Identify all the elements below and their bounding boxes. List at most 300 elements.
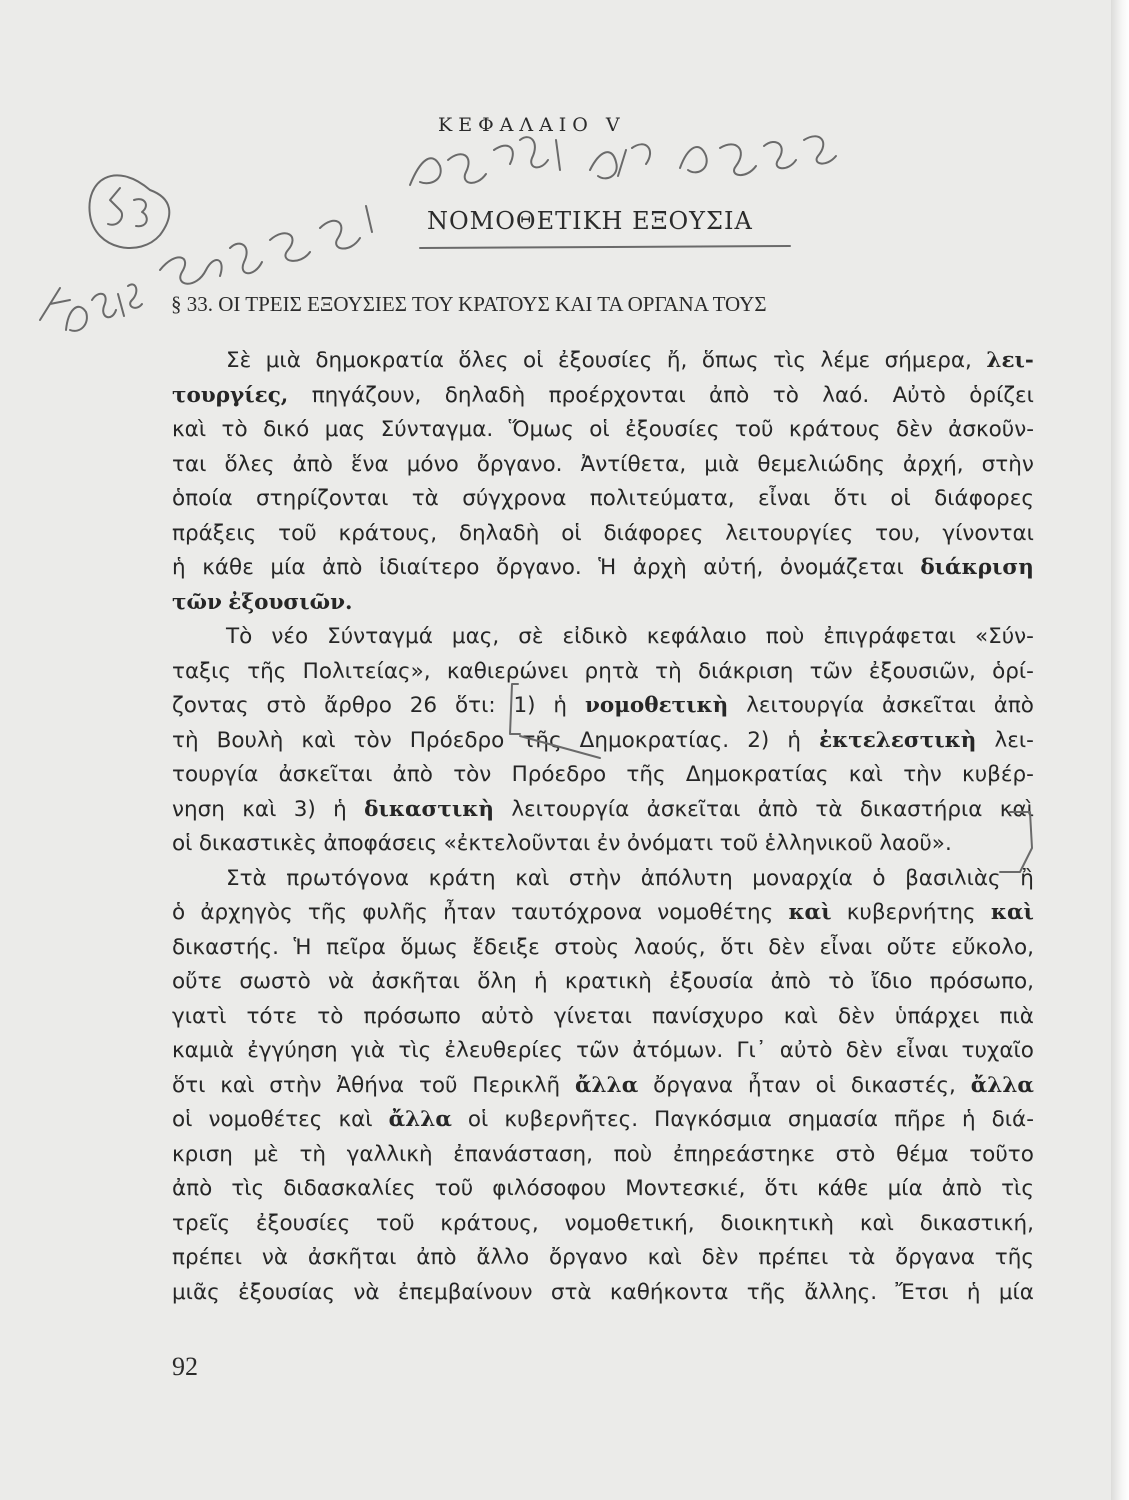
word: ἄλλα bbox=[575, 1072, 639, 1098]
word: λειτουργία bbox=[511, 796, 630, 822]
word: δικαστής. bbox=[172, 934, 279, 960]
word: πηγάζουν, bbox=[311, 382, 422, 408]
word: δὲν bbox=[768, 934, 806, 960]
word: Ἡ bbox=[598, 555, 617, 580]
word: ἄρθρο bbox=[324, 693, 392, 718]
text-line bbox=[172, 1276, 1034, 1311]
word: ἡ bbox=[533, 969, 548, 994]
word: μία bbox=[887, 1176, 923, 1201]
word: ἢ bbox=[1020, 865, 1034, 891]
word: δημοκρατία bbox=[315, 348, 444, 373]
word: κράτους bbox=[788, 417, 881, 442]
word: καθιερώνει bbox=[446, 658, 569, 684]
word: διά- bbox=[991, 1107, 1034, 1132]
word: θέμα bbox=[895, 1141, 949, 1167]
word: ἀσκοῦν- bbox=[948, 417, 1034, 442]
word: ἐπανάσταση, bbox=[453, 1141, 593, 1167]
word: ὅμως bbox=[400, 934, 458, 960]
word: ἀπὸ bbox=[757, 796, 799, 822]
word: ρητὰ bbox=[584, 658, 639, 684]
word: τὸ bbox=[221, 417, 248, 442]
word: Δημοκρατίας. bbox=[579, 727, 730, 753]
word: νὰ bbox=[353, 1279, 380, 1305]
word: ἀπὸ bbox=[709, 382, 750, 408]
word: διοικητικὴ bbox=[720, 1210, 835, 1236]
word: τὴν bbox=[903, 762, 942, 787]
word: νομοθετική, bbox=[564, 1210, 695, 1236]
word: κράτους, bbox=[338, 520, 438, 546]
word: Πρόεδρο bbox=[409, 727, 505, 753]
word: δικαστές, bbox=[850, 1072, 956, 1098]
word: λει- bbox=[994, 727, 1034, 753]
word: λαούς, bbox=[633, 934, 706, 960]
word: καὶ bbox=[338, 1107, 373, 1132]
word: ἦταν bbox=[747, 1072, 801, 1098]
page-number: 92 bbox=[172, 1352, 198, 1381]
word: τουργίες, bbox=[172, 382, 289, 408]
word: ποὺ bbox=[613, 1141, 653, 1167]
word: μόνο bbox=[406, 451, 459, 477]
word: ἕνα bbox=[350, 451, 389, 477]
text-line bbox=[172, 1000, 1034, 1035]
word: καὶ bbox=[990, 900, 1034, 925]
word: λει- bbox=[986, 348, 1034, 373]
text-line bbox=[172, 1103, 1034, 1138]
word: ἤ, bbox=[666, 348, 688, 373]
word: τοῦτο bbox=[969, 1141, 1034, 1167]
word: τὴ bbox=[655, 658, 682, 684]
word: λειτουργίες bbox=[725, 520, 854, 546]
word: νὰ bbox=[261, 1245, 289, 1270]
word: τὶς bbox=[1001, 1176, 1034, 1201]
page-edge-shadow bbox=[1111, 0, 1129, 1500]
word: δὲν bbox=[837, 1003, 875, 1029]
word: ἡ bbox=[961, 1107, 976, 1132]
word: ὅπως bbox=[701, 348, 759, 373]
word: τότε bbox=[246, 1003, 298, 1029]
word: ἐπηρεάστηκε bbox=[672, 1141, 815, 1167]
word: δηλαδὴ bbox=[444, 382, 526, 408]
word: ἀσκῆται bbox=[371, 969, 460, 994]
word: τὴ bbox=[172, 727, 199, 753]
word: λειτουργία bbox=[746, 693, 865, 718]
word: Παγκόσμια bbox=[654, 1107, 772, 1132]
word: αὐτὸ bbox=[779, 1038, 833, 1063]
word: γαλλικὴ bbox=[346, 1141, 433, 1167]
word: δὲν bbox=[701, 1245, 739, 1270]
word: ὑπάρχει bbox=[894, 1003, 980, 1029]
word: γίνονται bbox=[942, 520, 1034, 546]
text-line bbox=[172, 931, 1034, 966]
word: ἐγγύηση bbox=[247, 1038, 338, 1063]
word: ἔδειξε bbox=[472, 934, 540, 960]
word: μιὰ bbox=[704, 451, 740, 477]
word: ὅλη bbox=[477, 969, 517, 994]
word: οἱ bbox=[561, 520, 582, 546]
text-line bbox=[172, 724, 1034, 759]
word: τὶς bbox=[398, 1038, 432, 1063]
word: οἱ bbox=[589, 417, 610, 442]
word: καὶ bbox=[999, 796, 1034, 822]
word: ἐπιγράφεται bbox=[823, 624, 956, 649]
word: τοῦ bbox=[734, 417, 774, 442]
word: τὰ bbox=[848, 1245, 876, 1270]
word: ἴδιο bbox=[871, 969, 913, 994]
word: διάκριση bbox=[697, 658, 794, 684]
word: στηρίζονται bbox=[256, 486, 389, 511]
text-line bbox=[172, 1241, 1034, 1276]
word: 26 bbox=[409, 693, 438, 718]
word: Πρόεδρο bbox=[511, 762, 607, 787]
word: οἱ bbox=[467, 1107, 489, 1132]
word: γίνεται bbox=[553, 1003, 632, 1029]
word: στὴν bbox=[568, 865, 622, 891]
word: τῶν bbox=[172, 589, 222, 615]
text-line bbox=[172, 586, 1034, 621]
word: Σύνταγμα. bbox=[380, 417, 494, 442]
word: ἀπὸ bbox=[941, 1176, 983, 1201]
word: γιὰ bbox=[350, 1038, 386, 1063]
word: τῶν bbox=[576, 1038, 620, 1063]
text-line bbox=[172, 896, 1034, 931]
word: ὁποία bbox=[172, 486, 233, 511]
word: ὄργανα bbox=[653, 1072, 734, 1098]
word: πράξεις bbox=[172, 520, 257, 546]
word: μας, bbox=[451, 624, 500, 649]
word: ὄργανα bbox=[895, 1245, 975, 1270]
word: τὸν bbox=[453, 762, 492, 787]
word: ὅτι bbox=[833, 486, 868, 511]
word: μιᾶς bbox=[172, 1279, 220, 1305]
word: αὐτή, bbox=[703, 555, 764, 580]
chapter-title: ΝΟΜΟΘΕΤΙΚΗ ΕΞΟΥΣΙΑ bbox=[427, 207, 753, 235]
word: νέο bbox=[271, 624, 309, 649]
word: δὲν bbox=[895, 417, 933, 442]
word: δηλαδὴ bbox=[458, 520, 540, 546]
word: ὄργανο. bbox=[496, 555, 582, 580]
word: «Σύν- bbox=[974, 624, 1034, 649]
word: κρατικὴ bbox=[564, 969, 652, 994]
word: ἐξουσίες bbox=[558, 348, 653, 373]
word: τοῦ bbox=[278, 520, 317, 546]
word: πεῖρα bbox=[326, 934, 386, 960]
word: γιατὶ bbox=[172, 1003, 227, 1029]
text-line bbox=[172, 1034, 1034, 1069]
word: ἄλλα bbox=[970, 1072, 1034, 1098]
word: καὶ bbox=[848, 762, 883, 787]
word: Στὰ bbox=[226, 865, 267, 891]
text-line bbox=[172, 862, 1034, 897]
text-line bbox=[172, 793, 1034, 828]
word: Περικλῆ bbox=[472, 1072, 561, 1098]
word: μιὰ bbox=[265, 348, 301, 373]
word: ὅτι bbox=[172, 1072, 206, 1098]
word: πιὰ bbox=[999, 1003, 1034, 1029]
word: Αὐτὸ bbox=[892, 382, 946, 408]
word: τοῦ bbox=[719, 831, 759, 856]
word: 2) bbox=[747, 727, 770, 753]
word: τοῦ bbox=[434, 1176, 474, 1201]
word: σὲ bbox=[518, 624, 544, 649]
word: τὶς bbox=[231, 1176, 265, 1201]
word: διάκριση bbox=[920, 555, 1034, 580]
word: ἐξουσίες bbox=[625, 417, 720, 442]
word: πανίσχυρο bbox=[651, 1003, 764, 1029]
word: σωστὸ bbox=[239, 969, 311, 994]
word: φυλῆς bbox=[362, 900, 428, 925]
word: λέμε bbox=[820, 348, 871, 373]
word: πρωτόγονα bbox=[286, 865, 410, 891]
word: σήμερα, bbox=[884, 348, 972, 373]
word: ὅτι bbox=[720, 934, 754, 960]
word: ἀπὸ bbox=[322, 555, 363, 580]
text-line bbox=[172, 965, 1034, 1000]
word: ταξις bbox=[172, 658, 231, 684]
word: Μοντεσκιέ, bbox=[625, 1176, 746, 1201]
word: τοῦ bbox=[418, 1072, 458, 1098]
word: ἀρχηγὸς bbox=[200, 900, 293, 925]
word: Σύνταγμά bbox=[327, 624, 433, 649]
word: ἐκτελεστικὴ bbox=[819, 727, 977, 753]
word: δικαστική, bbox=[919, 1210, 1034, 1236]
word: στὸ bbox=[835, 1141, 876, 1167]
word: προέρχονται bbox=[548, 382, 686, 408]
word: εἶναι bbox=[757, 486, 811, 511]
word: οὔτε bbox=[172, 969, 223, 994]
text-line bbox=[172, 758, 1034, 793]
word: ἑλληνικοῦ bbox=[764, 831, 873, 856]
word: ἐξουσιῶν, bbox=[868, 658, 976, 684]
body-text bbox=[172, 344, 1034, 1310]
word: μοναρχία bbox=[752, 865, 853, 891]
text-line bbox=[172, 517, 1034, 552]
text-line bbox=[172, 1207, 1034, 1242]
text-line bbox=[172, 551, 1034, 586]
word: καὶ bbox=[515, 865, 550, 891]
word: στὴν bbox=[269, 1072, 322, 1098]
word: καὶ bbox=[783, 1003, 818, 1029]
text-line bbox=[172, 1069, 1034, 1104]
word: ἐν bbox=[596, 831, 621, 856]
word: ὁ bbox=[172, 900, 186, 925]
word: κράτους, bbox=[440, 1210, 539, 1236]
word: σημασία bbox=[787, 1107, 879, 1132]
word: δικαστικὴ bbox=[364, 796, 494, 822]
word: καὶ bbox=[172, 417, 207, 442]
word: ὄργανο bbox=[548, 1245, 628, 1270]
word: κυβέρ- bbox=[962, 762, 1034, 787]
word: ὀνομάζεται bbox=[779, 555, 904, 580]
word: ἡ bbox=[787, 727, 801, 753]
word: τὰ bbox=[411, 486, 439, 511]
word: καὶ bbox=[220, 1072, 255, 1098]
word: κεφάλαιο bbox=[646, 624, 747, 649]
word: νομοθετικὴ bbox=[584, 693, 729, 718]
word: στὴν bbox=[981, 451, 1034, 477]
word: οἱ bbox=[890, 486, 911, 511]
word: τὸ bbox=[317, 1003, 344, 1029]
word: Ἀθήνα bbox=[336, 1072, 405, 1098]
word: καθήκοντα bbox=[609, 1279, 729, 1305]
word: μας bbox=[324, 417, 366, 442]
word: νὰ bbox=[328, 969, 355, 994]
word: τοῦ bbox=[375, 1210, 415, 1236]
word: ἐλευθερίες bbox=[444, 1038, 563, 1063]
word: τὸ bbox=[828, 969, 855, 994]
word: κριση bbox=[172, 1141, 233, 1167]
word: ὅλες bbox=[458, 348, 509, 373]
word: μὲ bbox=[253, 1141, 279, 1167]
word: τὰ bbox=[815, 796, 843, 822]
word: οἱ bbox=[523, 348, 544, 373]
word: ἀσκῆται bbox=[307, 1245, 397, 1270]
text-line bbox=[172, 1138, 1034, 1173]
text-line bbox=[172, 655, 1034, 690]
word: νομοθέτης bbox=[657, 900, 774, 925]
word: ἀποφάσεις bbox=[323, 831, 438, 856]
word: Βουλὴ bbox=[216, 727, 284, 753]
text-line bbox=[172, 1172, 1034, 1207]
word: ἀπὸ bbox=[416, 1245, 457, 1270]
word: τῶν bbox=[809, 658, 853, 684]
word: ἐξουσιῶν. bbox=[228, 589, 353, 615]
word: ἀτόμων. bbox=[632, 1038, 724, 1063]
word: ἀσκεῖται bbox=[646, 796, 741, 822]
word: ὅλες bbox=[224, 451, 275, 477]
word: πρέπει bbox=[758, 1245, 829, 1270]
word: τῆς bbox=[994, 1245, 1034, 1270]
word: ὀνόματι bbox=[626, 831, 714, 856]
word: νηση bbox=[172, 796, 225, 822]
word: διάφορες bbox=[603, 520, 704, 546]
word: ταυτόχρονα bbox=[511, 900, 643, 925]
word: ἄλλο bbox=[476, 1245, 530, 1270]
word: οὔτε bbox=[886, 934, 937, 960]
word: εὔκολο, bbox=[951, 934, 1034, 960]
text-line bbox=[172, 448, 1034, 483]
word: ὅτι: bbox=[454, 693, 496, 718]
word: δικαστήρια bbox=[859, 796, 983, 822]
word: δικαστικὲς bbox=[198, 831, 317, 856]
text-line bbox=[172, 827, 1034, 862]
word: τὴ bbox=[299, 1141, 327, 1167]
word: ποὺ bbox=[765, 624, 805, 649]
word: μία bbox=[998, 1279, 1034, 1305]
word: εἶναι bbox=[819, 934, 872, 960]
word: ἡ bbox=[553, 693, 568, 718]
word: ἦταν bbox=[443, 900, 496, 925]
word: Τὸ bbox=[226, 624, 253, 649]
word: νομοθέτες bbox=[208, 1107, 323, 1132]
word: πρόσωπο, bbox=[929, 969, 1034, 994]
word: τῆς bbox=[247, 658, 287, 684]
word: «ἐκτελοῦνται bbox=[443, 831, 591, 856]
word: στοὺς bbox=[554, 934, 620, 960]
text-line bbox=[172, 482, 1034, 517]
word: ἄλλης. bbox=[804, 1279, 878, 1305]
word: οἱ bbox=[172, 831, 193, 856]
chapter-label: ΚΕΦΑΛΑΙΟ V bbox=[438, 114, 626, 136]
word: Ὅμως bbox=[508, 417, 574, 442]
word: αὐτὸ bbox=[481, 1003, 534, 1029]
word: Σὲ bbox=[226, 348, 252, 373]
word: κυβερνῆτες. bbox=[504, 1107, 639, 1132]
word: ἐξουσίες bbox=[255, 1210, 351, 1236]
word: ἀσκεῖται bbox=[278, 762, 373, 787]
word: εἶναι bbox=[895, 1038, 949, 1063]
word: βασιλιὰς bbox=[905, 865, 1001, 891]
word: κάθε bbox=[816, 1176, 869, 1201]
word: πρέπει bbox=[172, 1245, 243, 1270]
word: τρεῖς bbox=[172, 1210, 231, 1236]
word: θεμελιώδης bbox=[757, 451, 885, 477]
word: τῆς bbox=[307, 900, 348, 925]
word: ἀρχή, bbox=[902, 451, 964, 477]
word: του, bbox=[875, 520, 921, 546]
word: στὸ bbox=[266, 693, 307, 718]
word: ἀπὸ bbox=[292, 451, 333, 477]
word: δὲν bbox=[845, 1038, 883, 1063]
word: σύγχρονα bbox=[462, 486, 567, 511]
section-heading: § 33. ΟΙ ΤΡΕΙΣ ΕΞΟΥΣΙΕΣ ΤΟΥ ΚΡΑΤΟΥΣ ΚΑΙ ΤΑ ΟΡΓΑΝΑ ΤΟΥΣ bbox=[171, 292, 767, 316]
word: ὁρίζει bbox=[969, 382, 1034, 408]
word: εἰδικὸ bbox=[562, 624, 628, 649]
word: ἐξουσίας bbox=[238, 1279, 335, 1305]
word: ἀπὸ bbox=[172, 1176, 213, 1201]
word: Ἀντίθετα, bbox=[580, 451, 687, 477]
word: διδασκαλίες bbox=[283, 1176, 416, 1201]
word: ζοντας bbox=[172, 693, 249, 718]
word: λαοῦ». bbox=[879, 831, 952, 856]
text-line bbox=[172, 344, 1034, 379]
word: τῆς bbox=[626, 762, 666, 787]
word: καὶ bbox=[647, 1245, 682, 1270]
word: τουργία bbox=[172, 762, 259, 787]
word: ὁρί- bbox=[992, 658, 1034, 684]
word: ἡ bbox=[333, 796, 347, 822]
word: ἀσκεῖται bbox=[882, 693, 976, 718]
word: διάφορες bbox=[934, 486, 1034, 511]
word: φιλόσοφου bbox=[492, 1176, 607, 1201]
word: κυβερνήτης bbox=[846, 900, 976, 925]
word: ἄλλα bbox=[388, 1107, 452, 1132]
word: ἀπόλυτη bbox=[640, 865, 733, 891]
word: ἀπὸ bbox=[392, 762, 433, 787]
word: καὶ bbox=[788, 900, 832, 925]
word: τυχαῖο bbox=[961, 1038, 1034, 1063]
word: ὁ bbox=[872, 865, 886, 891]
word: 1) bbox=[513, 693, 536, 718]
word: Ἡ bbox=[293, 934, 312, 960]
word: οἱ bbox=[172, 1107, 193, 1132]
word: ὅτι bbox=[764, 1176, 798, 1201]
word: πολιτεύματα, bbox=[589, 486, 735, 511]
word: μία bbox=[270, 555, 306, 580]
word: καὶ bbox=[301, 727, 336, 753]
word: τὸ bbox=[772, 382, 799, 408]
word: ὄργανο. bbox=[476, 451, 563, 477]
word: καὶ bbox=[859, 1210, 894, 1236]
word: Πολιτείας», bbox=[302, 658, 431, 684]
word: ἰδιαίτερο bbox=[378, 555, 480, 580]
underline-chapter-title bbox=[420, 246, 790, 248]
word: καὶ bbox=[242, 796, 277, 822]
word: δικό bbox=[263, 417, 310, 442]
word: Δημοκρατίας bbox=[685, 762, 829, 787]
word: πῆρε bbox=[894, 1107, 946, 1132]
text-line bbox=[172, 413, 1034, 448]
word: οἱ bbox=[815, 1072, 837, 1098]
